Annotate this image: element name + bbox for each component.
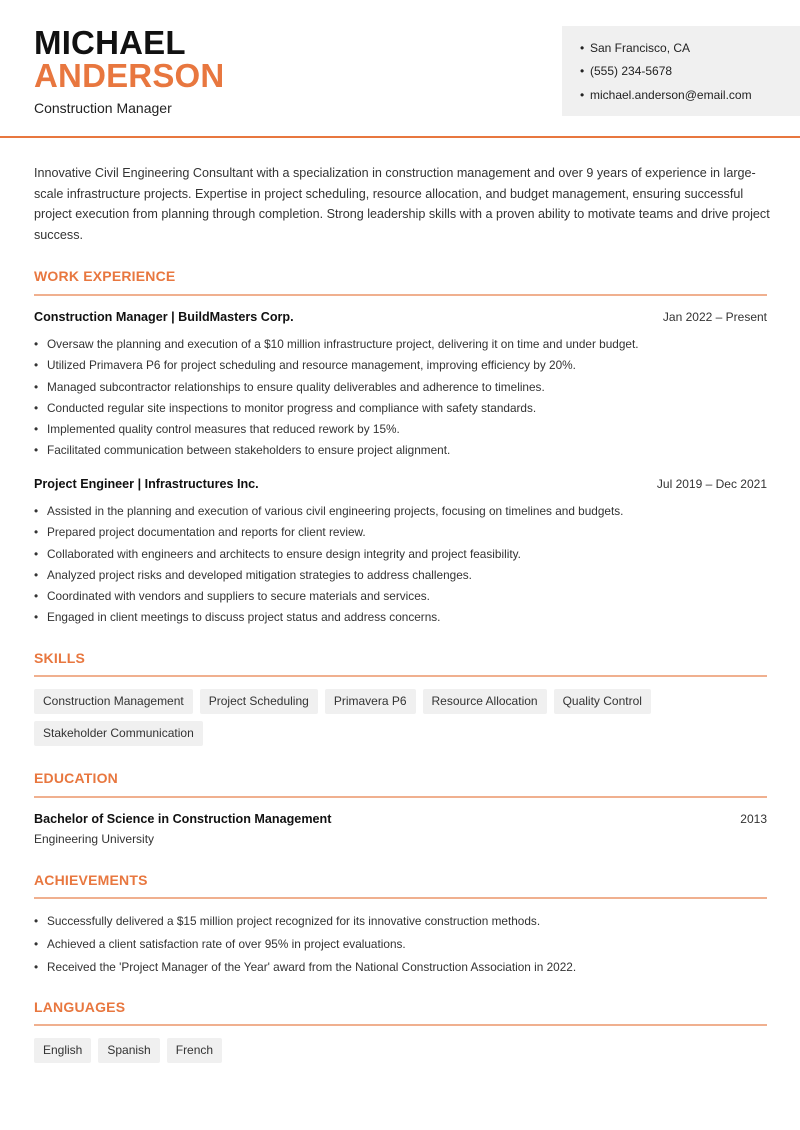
work-heading: WORK EXPERIENCE bbox=[34, 268, 176, 284]
education-divider bbox=[34, 796, 767, 798]
list-item: • Facilitated communication between stakeholders to ensure project alignment. bbox=[34, 442, 639, 463]
contact-location: • San Francisco, CA bbox=[580, 41, 690, 55]
list-item: • Managed subcontractor relationships to ensure quality deliverables and adherence to timelines. bbox=[34, 379, 639, 400]
skills-row-1 bbox=[34, 689, 651, 714]
language-chip: English bbox=[34, 1038, 91, 1063]
language-chip: French bbox=[167, 1038, 222, 1063]
resume-header bbox=[0, 0, 800, 138]
achievements-list bbox=[34, 913, 576, 980]
list-item: • Assisted in the planning and execution of various civil engineering projects, focusing on timelines and budgets. bbox=[34, 503, 623, 524]
work-divider bbox=[34, 294, 767, 296]
languages-heading: LANGUAGES bbox=[34, 999, 126, 1015]
skills-heading: SKILLS bbox=[34, 650, 85, 666]
list-item: • Conducted regular site inspections to monitor progress and compliance with safety standards. bbox=[34, 400, 639, 421]
list-item: • Prepared project documentation and reports for client review. bbox=[34, 524, 623, 545]
languages-divider bbox=[34, 1024, 767, 1026]
skills-row-2 bbox=[34, 721, 203, 746]
skills-divider bbox=[34, 675, 767, 677]
job-bullets-2 bbox=[34, 503, 623, 631]
list-item: • Received the 'Project Manager of the Year' award from the National Construction Association in 2022. bbox=[34, 959, 576, 980]
list-item: • Implemented quality control measures that reduced rework by 15%. bbox=[34, 421, 639, 442]
skill-chip: Construction Management bbox=[34, 689, 193, 714]
list-item: • Engaged in client meetings to discuss project status and address concerns. bbox=[34, 609, 623, 630]
contact-email: • michael.anderson@email.com bbox=[580, 88, 752, 102]
job-title-2: Project Engineer | Infrastructures Inc. bbox=[34, 477, 259, 491]
job-dates-2: Jul 2019 – Dec 2021 bbox=[656, 477, 767, 491]
achievements-heading: ACHIEVEMENTS bbox=[34, 872, 148, 888]
list-item: • Utilized Primavera P6 for project scheduling and resource management, improving efficiency by 20%. bbox=[34, 357, 639, 378]
education-heading: EDUCATION bbox=[34, 770, 118, 786]
job-bullets-1 bbox=[34, 336, 639, 464]
education-school: Engineering University bbox=[34, 832, 155, 846]
skill-chip: Resource Allocation bbox=[423, 689, 547, 714]
list-item: • Collaborated with engineers and architects to ensure design integrity and project feasibility. bbox=[34, 546, 623, 567]
skill-chip: Project Scheduling bbox=[200, 689, 318, 714]
summary-text: Innovative Civil Engineering Consultant with a specialization in construction management and over 9 years of experience in large-scale infrastructure projects. Expertise in project scheduling, resource allocation, and budget management, ensuring successful project execution from planning through completion. Strong leadership skills with a proven ability to motivate teams and drive project success. bbox=[34, 166, 770, 243]
first-name: MICHAEL bbox=[34, 24, 186, 61]
list-item: • Achieved a client satisfaction rate of over 95% in project evaluations. bbox=[34, 936, 576, 959]
job-title: Construction Manager bbox=[34, 100, 172, 116]
contact-box bbox=[562, 26, 800, 116]
last-name: ANDERSON bbox=[34, 57, 225, 94]
language-chip: Spanish bbox=[98, 1038, 159, 1063]
list-item: • Successfully delivered a $15 million project recognized for its innovative construction methods. bbox=[34, 913, 576, 936]
list-item: • Oversaw the planning and execution of a $10 million infrastructure project, delivering it on time and under budget. bbox=[34, 336, 639, 357]
job-title-1: Construction Manager | BuildMasters Corp. bbox=[34, 310, 294, 324]
contact-phone: • (555) 234-5678 bbox=[580, 64, 672, 78]
education-year: 2013 bbox=[740, 812, 767, 826]
skill-chip: Primavera P6 bbox=[325, 689, 416, 714]
job-dates-1: Jan 2022 – Present bbox=[662, 310, 767, 324]
list-item: • Analyzed project risks and developed mitigation strategies to address challenges. bbox=[34, 567, 623, 588]
skill-chip: Stakeholder Communication bbox=[34, 721, 203, 746]
education-degree: Bachelor of Science in Construction Management bbox=[34, 812, 332, 826]
list-item: • Coordinated with vendors and suppliers to secure materials and services. bbox=[34, 588, 623, 609]
achievements-divider bbox=[34, 897, 767, 899]
skill-chip: Quality Control bbox=[554, 689, 651, 714]
languages-row bbox=[34, 1038, 222, 1063]
